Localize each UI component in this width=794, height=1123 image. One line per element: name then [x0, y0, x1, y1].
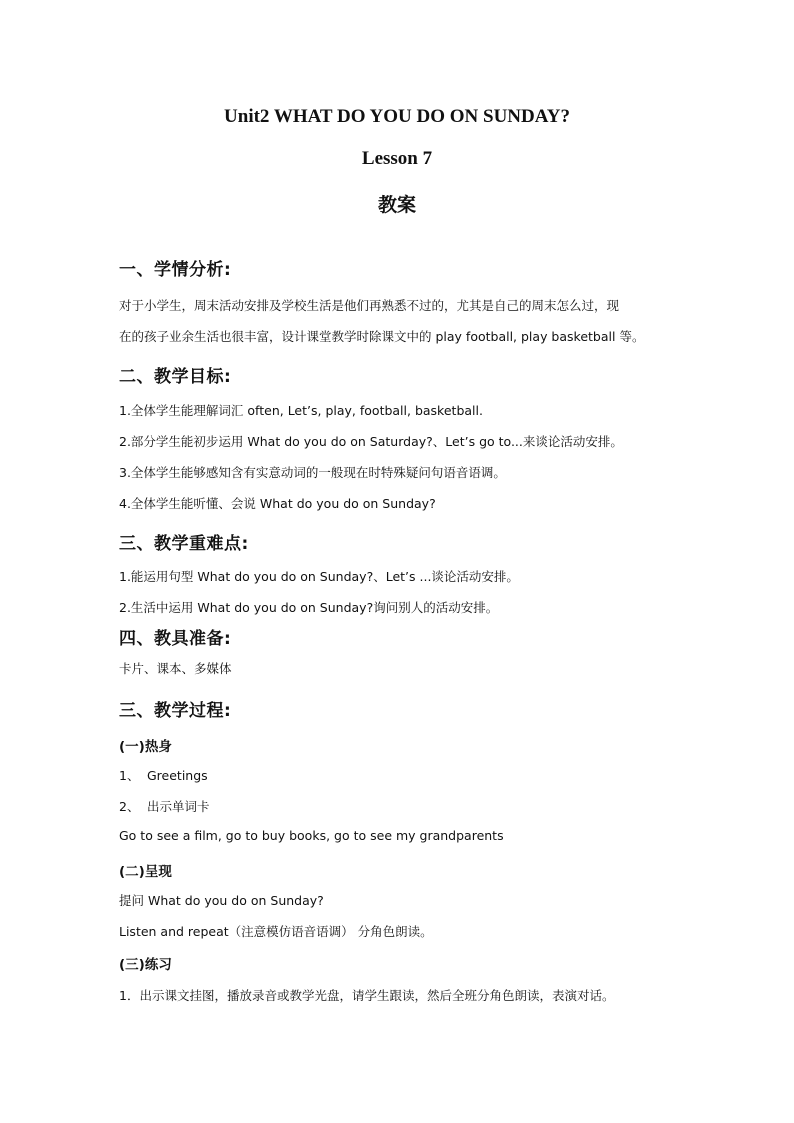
- list-item: 4.全体学生能听懂、会说 What do you do on Sunday?: [119, 496, 436, 511]
- paragraph-line: 1．出示课文挂图，播放录音或教学光盘，请学生跟读，然后全班分角色朗读，表演对话。: [119, 988, 615, 1003]
- paragraph-line: Listen and repeat（注意模仿语音语调） 分角色朗读。: [119, 924, 433, 939]
- paragraph-line: 对于小学生，周末活动安排及学校生活是他们再熟悉不过的，尤其是自己的周末怎么过，现: [119, 298, 620, 313]
- paragraph-line: 卡片、课本、多媒体: [119, 661, 232, 676]
- document-title: Unit2 WHAT DO YOU DO ON SUNDAY?: [224, 106, 570, 127]
- paragraph-line: 提问 What do you do on Sunday?: [119, 893, 324, 908]
- list-item: 2.部分学生能初步运用 What do you do on Saturday?、Let’s go to...来谈论活动安排。: [119, 434, 623, 449]
- subheading-presentation: (二)呈现: [119, 864, 172, 880]
- paragraph-line: Go to see a film, go to buy books, go to see my grandparents: [119, 828, 504, 843]
- list-item: [119, 766, 208, 784]
- list-item: 1.全体学生能理解词汇 often, Let’s, play, football, basketball.: [119, 403, 483, 418]
- list-number: 1、: [119, 768, 140, 783]
- section-heading-materials: 四、教具准备:: [119, 629, 232, 649]
- list-item: 2.生活中运用 What do you do on Sunday?询问别人的活动安排。: [119, 600, 499, 615]
- subheading-warmup: (一)热身: [119, 739, 172, 755]
- section-heading-process: 三、教学过程:: [119, 701, 232, 721]
- section-heading-key-points: 三、教学重难点:: [119, 534, 249, 554]
- list-text: 出示单词卡: [147, 799, 210, 814]
- plan-title: 教案: [377, 194, 416, 216]
- lesson-title: Lesson 7: [361, 148, 433, 169]
- list-item: 1.能运用句型 What do you do on Sunday?、Let’s ...谈论活动安排。: [119, 569, 519, 584]
- list-item: [119, 797, 210, 815]
- list-text: Greetings: [147, 768, 208, 783]
- list-item: 3.全体学生能够感知含有实意动词的一般现在时特殊疑问句语音语调。: [119, 465, 506, 480]
- section-heading-analysis: 一、学情分析:: [119, 260, 232, 280]
- paragraph-line: 在的孩子业余生活也很丰富，设计课堂教学时除课文中的 play football, play basketball 等。: [119, 329, 645, 344]
- section-heading-objectives: 二、教学目标:: [119, 367, 232, 387]
- subheading-practice: (三)练习: [119, 957, 172, 973]
- list-number: 2、: [119, 799, 140, 814]
